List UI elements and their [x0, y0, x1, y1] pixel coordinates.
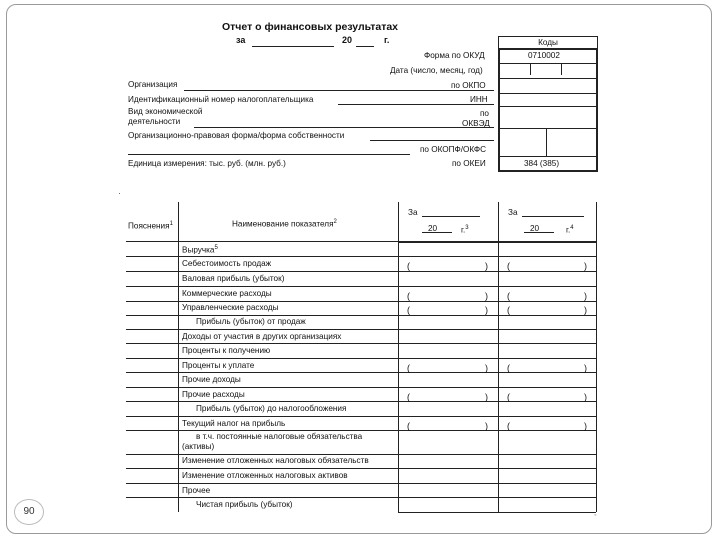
table-row-rule — [126, 430, 596, 431]
codes-divider — [530, 63, 531, 75]
col2-period-line[interactable] — [522, 216, 584, 217]
inn-label: ИНН — [470, 95, 488, 104]
table-row-rule — [126, 454, 596, 455]
okopf-label: по ОКОПФ/ОКФС — [420, 145, 487, 154]
table-row-rule — [126, 271, 596, 272]
row-deferred-liab: Изменение отложенных налоговых обязательств — [182, 456, 369, 465]
grid-col-1 — [178, 202, 179, 512]
value-paren: ( — [407, 291, 410, 301]
org-field-line[interactable] — [184, 90, 494, 91]
date-label: Дата (число, месяц, год) — [390, 66, 483, 75]
row-commercial: Коммерческие расходы — [182, 289, 272, 298]
activity-label-1: Вид экономической — [128, 107, 203, 116]
row-net-profit: Чистая прибыль (убыток) — [196, 500, 293, 509]
table-row-rule — [126, 358, 596, 359]
value-paren: ) — [584, 305, 587, 315]
period-line — [252, 46, 334, 47]
codes-rule — [498, 93, 598, 94]
table-row-rule — [126, 468, 596, 469]
table-row-rule — [126, 372, 596, 373]
row-other-income: Прочие доходы — [182, 375, 241, 384]
legal-form-line-2[interactable] — [128, 154, 410, 155]
grid-col-2 — [398, 202, 399, 512]
table-row-rule — [126, 416, 596, 417]
activity-label-2: деятельности — [128, 117, 181, 126]
table-row-rule — [126, 241, 398, 242]
col2-year-line[interactable] — [524, 232, 554, 233]
codes-rule — [498, 78, 598, 79]
value-paren: ) — [584, 363, 587, 373]
col1-za: За — [408, 208, 418, 217]
table-row-rule — [126, 315, 596, 316]
value-paren: ( — [407, 261, 410, 271]
corner-mark: ◦ — [594, 512, 597, 519]
table-row-rule — [126, 497, 596, 498]
row-admin: Управленческие расходы — [182, 303, 279, 312]
okved-label-1: по — [480, 109, 489, 118]
value-paren: ( — [507, 392, 510, 402]
codes-rule — [498, 63, 598, 64]
table-row-rule — [126, 343, 596, 344]
col2-g: г.$^4$ — [566, 225, 574, 235]
row-current-tax: Текущий налог на прибыль — [182, 419, 286, 428]
inn-field-line[interactable] — [338, 104, 494, 105]
table-row-rule — [126, 301, 596, 302]
value-paren: ) — [485, 363, 488, 373]
table-row-rule — [126, 483, 596, 484]
period-year: 20 — [342, 35, 353, 45]
grid-bottom-rule — [398, 512, 596, 513]
period-za: за — [236, 35, 246, 45]
codes-rule — [498, 156, 598, 157]
table-row-rule — [126, 387, 596, 388]
grid-col-4 — [596, 202, 597, 512]
value-paren: ( — [507, 363, 510, 373]
okei-value: 384 (385) — [524, 159, 560, 168]
row-permanent-tax: в т.ч. постоянные налоговые обязательства — [196, 432, 363, 441]
value-paren: ( — [507, 421, 510, 431]
value-paren: ) — [485, 305, 488, 315]
value-paren: ) — [584, 421, 587, 431]
page-number: 90 — [14, 499, 44, 525]
report-title: Отчет о финансовых результатах — [222, 21, 399, 33]
row-gross: Валовая прибыль (убыток) — [182, 274, 285, 283]
col1-period-line[interactable] — [422, 216, 480, 217]
value-paren: ( — [407, 392, 410, 402]
inn-full-label: Идентификационный номер налогоплательщика — [128, 95, 314, 104]
stray-mark: · — [118, 188, 121, 198]
table-row-rule — [126, 286, 596, 287]
value-paren: ( — [407, 421, 410, 431]
table-row-rule — [126, 256, 596, 257]
table-row-rule — [126, 401, 596, 402]
row-other: Прочее — [182, 486, 211, 495]
value-paren: ( — [507, 305, 510, 315]
col-note-header: Пояснения$^1$ — [128, 221, 173, 231]
org-label: Организация — [128, 80, 178, 89]
codes-header: Коды — [538, 38, 558, 47]
value-paren: ) — [584, 392, 587, 402]
legal-form-label: Организационно-правовая форма/форма собственности — [128, 131, 345, 140]
row-interest-pay: Проценты к уплате — [182, 361, 255, 370]
row-pretax: Прибыль (убыток) до налогообложения — [196, 404, 347, 413]
okved-label-2: ОКВЭД — [462, 119, 490, 128]
row-interest-recv: Проценты к получению — [182, 346, 271, 355]
codes-box — [498, 48, 598, 172]
grid-col-3 — [498, 202, 499, 512]
value-paren: ( — [507, 261, 510, 271]
value-paren: ( — [407, 363, 410, 373]
value-paren: ) — [485, 291, 488, 301]
grid-header-rule — [398, 241, 596, 243]
units-label: Единица измерения: тыс. руб. (млн. руб.) — [128, 159, 286, 168]
codes-divider — [546, 128, 547, 156]
legal-form-line[interactable] — [370, 140, 494, 141]
activity-field-line[interactable] — [194, 127, 494, 128]
okud-value: 0710002 — [528, 51, 560, 60]
okud-label: Форма по ОКУД — [424, 51, 485, 60]
codes-rule — [498, 128, 598, 129]
col1-year: 20 — [428, 224, 438, 233]
row-participation: Доходы от участия в других организациях — [182, 332, 342, 341]
row-revenue: Выручка$^5$ — [182, 245, 218, 255]
okpo-label: по ОКПО — [451, 81, 486, 90]
row-cost: Себестоимость продаж — [182, 259, 272, 268]
value-paren: ( — [407, 305, 410, 315]
col1-g: г.$^3$ — [461, 225, 469, 235]
col-name-header: Наименование показателя$^2$ — [232, 219, 337, 229]
row-other-expense: Прочие расходы — [182, 390, 245, 399]
value-paren: ) — [584, 261, 587, 271]
row-deferred-assets: Изменение отложенных налоговых активов — [182, 471, 348, 480]
codes-divider — [561, 63, 562, 75]
col2-year: 20 — [530, 224, 540, 233]
col2-za: За — [508, 208, 518, 217]
row-permanent-tax-2: (активы) — [182, 442, 215, 451]
col1-year-line[interactable] — [422, 232, 452, 233]
value-paren: ) — [485, 421, 488, 431]
value-paren: ) — [584, 291, 587, 301]
table-row-rule — [126, 329, 596, 330]
value-paren: ) — [485, 261, 488, 271]
value-paren: ( — [507, 291, 510, 301]
value-paren: ) — [485, 392, 488, 402]
row-sales-profit: Прибыль (убыток) от продаж — [196, 317, 306, 326]
codes-rule — [498, 106, 598, 107]
period-g: г. — [384, 35, 390, 45]
okei-label: по ОКЕИ — [452, 159, 486, 168]
year-line — [356, 46, 374, 47]
